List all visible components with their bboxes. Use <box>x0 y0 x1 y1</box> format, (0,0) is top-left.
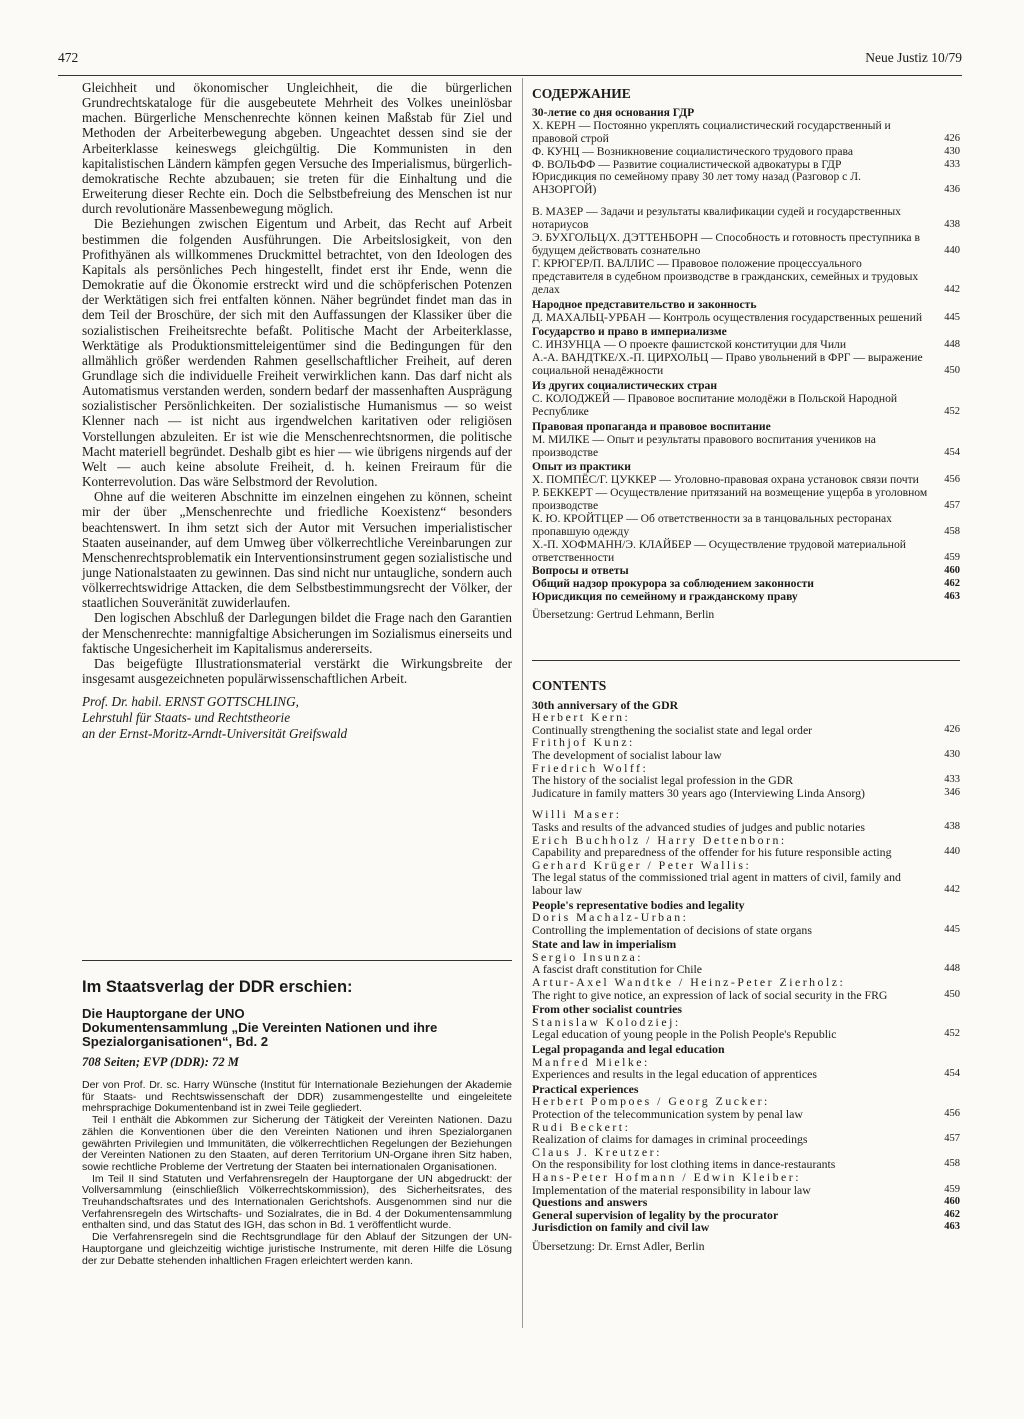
entry-page-number: 442 <box>944 283 960 295</box>
entry-page-number: 445 <box>944 923 960 935</box>
entry-author: Rudi Beckert: <box>532 1119 631 1134</box>
page-header <box>58 50 962 70</box>
contents-entry <box>532 1016 960 1041</box>
entry-title: Judicature in family matters 30 years ago (Interviewing Linda Ansorg) <box>532 785 865 800</box>
contents-entry <box>532 120 960 146</box>
entry-author: Herbert Pompoes / Georg Zucker: <box>532 1094 770 1109</box>
entry-page-number: 426 <box>944 723 960 735</box>
publication-title: Die Hauptorgane der UNO <box>82 1006 245 1021</box>
contents-entry <box>532 513 960 539</box>
entry-page-number: 454 <box>944 446 960 458</box>
publication-paragraph: Der von Prof. Dr. sc. Harry Wünsche (Institut für Internationale Beziehungen der Akademie für Staats- und Rechtswissenschaft der DDR) zusammengestellte und eingeleitete mehrsprachige Dokumentenband ist in zwei Teile gegliedert. <box>82 1079 512 1115</box>
section-rule <box>82 960 512 961</box>
entry-title: С. КОЛОДЖЕЙ — Правовое воспитание молодёжи в Польской Народной Республике <box>532 391 898 418</box>
entry-title: Р. БЕККЕРТ — Осуществление притязаний на возмещение ущерба в уголовном производстве <box>532 486 928 513</box>
publication-heading: Im Staatsverlag der DDR erschien: <box>82 978 353 996</box>
entry-author: Doris Machalz-Urban: <box>532 910 689 925</box>
entry-title: М. МИЛКЕ — Опыт и результаты правового воспитания учеников на производстве <box>532 432 876 459</box>
entry-author: Friedrich Wolff: <box>532 760 649 775</box>
entry-page-number: 438 <box>944 820 960 832</box>
entry-page-number: 462 <box>944 577 960 589</box>
entry-page-number: 450 <box>944 365 960 377</box>
publication-paragraph: Teil I enthält die Abkommen zur Sicherung der Tätigkeit der Vereinten Nationen. Dazu zählen die Konventionen über die den Vereinten Nationen und ihren Spezialorganen gewährten Privilegien und Immunitäten, die völkerrechtlichen Regelungen der Beziehungen der Vereinten Nationen zu den Staaten, auf deren Territorium UN-Organe ihren Sitz haben, sowie rechtliche Probleme der Vertretung der Staaten bei internationalen Organisationen. <box>82 1114 512 1173</box>
entry-page-number: 346 <box>944 786 960 798</box>
entry-title: Questions and answers <box>532 1195 648 1210</box>
entry-author: Gerhard Krüger / Peter Wallis: <box>532 857 752 872</box>
entry-title: Г. КРЮГЕР/П. ВАЛЛИС — Правовое положение процессуального представителя в судебном производстве в гражданских, семейных и трудовых делах <box>532 256 919 296</box>
contents-entry <box>532 206 960 232</box>
entry-title: Tasks and results of the advanced studies of judges and public notaries <box>532 819 866 834</box>
contents-entry <box>532 1171 960 1196</box>
contents-section-title: Опыт из практики <box>532 460 631 474</box>
entry-author: Artur-Axel Wandtke / Heinz-Peter Zierholz: <box>532 975 846 990</box>
contents-entry <box>532 787 960 800</box>
entry-title: The right to give notice, an expression of lack of social security in the FRG <box>532 987 888 1002</box>
contents-entry <box>532 911 960 936</box>
author-signature <box>82 694 512 742</box>
translator-credit: Übersetzung: Gertrud Lehmann, Berlin <box>532 608 715 622</box>
contents-section-title: Народное представительство и законность <box>532 297 757 311</box>
entry-page-number: 459 <box>944 1183 960 1195</box>
contents-entry <box>532 393 960 419</box>
entry-title: Д. МАХАЛЬЦ-УРБАН — Контроль осуществления государственных решений <box>532 310 923 324</box>
entry-title: Э. БУХГОЛЬЦ/Х. ДЭТТЕНБОРН — Способность и готовность преступника в будущем действовать сознательно <box>532 231 920 257</box>
contents-entry <box>532 171 960 197</box>
article-paragraph: Gleichheit und ökonomischer Ungleichheit, die die bürgerlichen Grundrechtskataloge für die ausgebeutete Mehrheit des Volkes uneinlösbar machen. Bürgerliche Menschenrechte können keinen Maßstab für Ziel und Methoden der Arbeiterbewegung abgeben. Ungeachtet dessen sind sie der Arbeiterklasse keineswegs gleichgültig. Die Kommunisten in den kapitalistischen Ländern kämpfen gegen Versuche des Imperialismus, bürgerlich-demokratische Rechte abzubauen; sie treten für die Einhaltung und die Erweiterung dieser Rechte ein. Doch die Selbstbefreiung des Menschen ist nur durch revolutionäre Massenbewegung möglich. <box>82 80 512 217</box>
entry-page-number: 448 <box>944 339 960 351</box>
entry-title: Implementation of the material responsibility in labour law <box>532 1182 811 1197</box>
article-paragraph: Ohne auf die weiteren Abschnitte im einzelnen eingehen zu können, scheint mir der über „Menschenrechte und friedliche Koexistenz“ besonders beachtenswert. In ihm setzt sich der Autor mit Versuchen imperialistischer Staaten auseinander, auf dem Umweg über völkerrechtliche Vereinbarungen zur Menschenrechtsproblematik ein Interventionsinstrument gegen sozialistische und junge Nationalstaaten zu gewinnen. Das sind nicht nur untaugliche, sondern auch völkerrechtswidrige Attacken, die dem Selbstbestimmungsrecht der Völker, der staatlichen Souveränität zuwiderlaufen. <box>82 489 512 611</box>
article-paragraph: Das beigefügte Illustrationsmaterial verstärkt die Wirkungsbreite der insgesamt ausgezeichneten populärwissenschaftlichen Arbeit. <box>82 655 512 687</box>
contents-entry <box>532 487 960 513</box>
entry-title: Capability and preparedness of the offender for his future responsible acting <box>532 845 892 860</box>
entry-page-number: 442 <box>944 883 960 895</box>
entry-page-number: 457 <box>944 1133 960 1145</box>
contents-rule <box>532 660 960 661</box>
entry-author: Stanislaw Kolodziej: <box>532 1014 681 1029</box>
entry-title: The development of socialist labour law <box>532 747 722 762</box>
contents-entry <box>532 352 960 378</box>
entry-page-number: 458 <box>944 1158 960 1170</box>
contents-section-title: Legal propaganda and legal education <box>532 1042 725 1057</box>
column-divider <box>522 78 523 1328</box>
contents-entry <box>532 1196 960 1209</box>
entry-page-number: 452 <box>944 405 960 417</box>
publication-info: 708 Seiten; EVP (DDR): 72 M <box>82 1055 239 1069</box>
contents-entry <box>532 578 960 591</box>
contents-section-title: Practical experiences <box>532 1081 639 1096</box>
contents-section-title: Правовая пропаганда и правовое воспитание <box>532 419 771 433</box>
article-paragraph: Den logischen Abschluß der Darlegungen bildet die Frage nach den Garantien der Menschenrechte: mannigfaltige Absicherungen im Sozialismus einerseits und faktische Ungesicherheit im Kapitalismus andererseits. <box>82 610 512 656</box>
entry-author: Claus J. Kreutzer: <box>532 1144 662 1159</box>
contents-section-title: People's representative bodies and legality <box>532 897 745 912</box>
contents-entry <box>532 859 960 897</box>
entry-title: Х. ПОМПЁС/Г. ЦУККЕР — Уголовно-правовая охрана установок связи почти <box>532 473 919 487</box>
entry-page-number: 454 <box>944 1068 960 1080</box>
entry-title: The legal status of the commissioned trial agent in matters of civil, family and labour law <box>532 870 901 897</box>
entry-title: Realization of claims for damages in criminal proceedings <box>532 1132 808 1147</box>
contents-heading: CONTENTS <box>532 678 607 693</box>
contents-entry <box>532 976 960 1001</box>
entry-title: К. Ю. КРОЙТЦЕР — Об ответственности за в танцовальных ресторанах пропавшую одежду <box>532 512 892 538</box>
entry-page-number: 452 <box>944 1028 960 1040</box>
entry-title: Юрисдикция по семейному праву 30 лет тому назад (Разговор с Л. АНЗОРГОЙ) <box>532 170 861 197</box>
entry-title: Protection of the telecommunication system by penal law <box>532 1107 803 1121</box>
contents-entry <box>532 591 960 604</box>
contents-entry <box>532 312 960 325</box>
contents-entry <box>532 434 960 460</box>
entry-title: Jurisdiction on family and civil law <box>532 1220 710 1235</box>
contents-entry <box>532 146 960 159</box>
contents-section-title: Государство и право в империализме <box>532 325 727 339</box>
contents-entry <box>532 762 960 787</box>
entry-page-number: 426 <box>944 132 960 144</box>
translator-credit: Übersetzung: Dr. Ernst Adler, Berlin <box>532 1238 705 1253</box>
entry-title: Controlling the implementation of decisions of state organs <box>532 922 812 937</box>
entry-page-number: 445 <box>944 311 960 323</box>
entry-page-number: 460 <box>944 1196 960 1208</box>
header-rule <box>58 75 962 76</box>
contents-section-title: Из других социалистических стран <box>532 379 718 393</box>
entry-author: Willi Maser: <box>532 807 622 822</box>
publication-paragraph: Im Teil II sind Statuten und Verfahrensregeln der Hauptorgane der UN abgedruckt: der Vollversammlung (einschließlich Völkerrechtskommission), des Sicherheitsrates, des Treuhandschaftsrates und des Internationalen Gerichtshofs. Ausgenommen sind nur die Verfahrensregeln des Wirtschafts- und Sozialrates, die in Bd. 4 der Dokumentensammlung enthalten sind, und das Statut des IGH, das schon in Bd. 1 veröffentlicht wurde. <box>82 1172 512 1232</box>
contents-section-title: 30-летие со дня основания ГДР <box>532 105 695 119</box>
article-paragraph: Die Beziehungen zwischen Eigentum und Arbeit, das Recht auf Arbeit bestimmen die folgenden Ausführungen. Die Arbeitslosigkeit, von den Profithyänen als willkommenes Druckmittel betrachtet, von den Ideologen des Kapitals als persönliches Pech hingestellt, findet erst ihr Ende, wenn die Demokratie auf die Ökonomie erstreckt wird und die schöpferischen Potenzen der Werktätigen sich frei entfalten können. Näher begründet findet man das in dem Teil der Broschüre, der sich mit den Auffassungen der Klassiker über die sozialistischen Freiheitsrechte befaßt. Politische Macht der Arbeiterklasse, Werktätige als Produktionsmitteleigentümer sind die Bedingungen für den allmählich größer werdenden Rahmen gesellschaftlicher Freiheit, auf deren Grundlage sich die individuelle Freiheit verwirklichen kann. Das darf nicht als Automatismus verstanden werden, sondern bedarf der massenhaften Ausprägung sozialistischer Persönlichkeiten. Der sozialistische Humanismus — so weist Klenner nach — ist nicht aus irgendwelchen karitativen oder religiösen Vorstellungen abzuleiten. Er ist wie die Menschenrechtsnormen, die politische Macht materiell begründet. Deshalb gibt es hier — wie übrigens nirgends auf der Welt — auch keine absolute Freiheit, d. h. keinen Freiraum für die Konterrevolution. Das wäre Selbstmord der Revolution. <box>82 216 512 490</box>
signature-line: Lehrstuhl für Staats- und Rechtstheorie <box>82 710 291 726</box>
entry-page-number: 438 <box>944 219 960 231</box>
contents-entry <box>532 951 960 976</box>
entry-title: A fascist draft constitution for Chile <box>532 962 703 977</box>
entry-author: Erich Buchholz / Harry Dettenborn: <box>532 832 787 847</box>
contents-entry <box>532 565 960 578</box>
contents-section-title: State and law in imperialism <box>532 937 677 952</box>
contents-entry <box>532 258 960 297</box>
contents-entry <box>532 539 960 565</box>
entry-title: On the responsibility for lost clothing items in dance-restaurants <box>532 1157 836 1172</box>
contents-entry <box>532 808 960 833</box>
contents-entry <box>532 834 960 859</box>
entry-page-number: 430 <box>944 748 960 760</box>
page-number: 472 <box>58 50 79 65</box>
contents-entry <box>532 1056 960 1081</box>
entry-author: Manfred Mielke: <box>532 1054 650 1069</box>
journal-title: Neue Justiz 10/79 <box>865 50 962 65</box>
publication-paragraph: Die Verfahrensregeln sind die Rechtsgrundlage für den Ablauf der Sitzungen der UN-Hauptorgane und gleichzeitig wichtige juristische Instrumente, mit deren Hilfe die Lösung der zur Debatte stehenden inhaltlichen Fragen erleichtert werden kann. <box>82 1231 512 1267</box>
entry-author: Hans-Peter Hofmann / Edwin Kleiber: <box>532 1169 801 1184</box>
entry-page-number: 460 <box>944 564 960 576</box>
entry-page-number: 456 <box>944 474 960 486</box>
entry-page-number: 462 <box>944 1208 960 1220</box>
entry-page-number: 458 <box>944 526 960 537</box>
entry-title: Общий надзор прокурора за соблюдением законности <box>532 576 814 590</box>
contents-entry <box>532 1221 960 1234</box>
entry-title: Юрисдикция по семейному и гражданскому праву <box>532 589 798 603</box>
entry-title: Х.-П. ХОФМАНН/Э. КЛАЙБЕР — Осуществление трудовой материальной ответственности <box>532 537 906 564</box>
publication-notice <box>82 978 512 1267</box>
contents-section-title: From other socialist countries <box>532 1002 682 1017</box>
entry-title: Legal education of young people in the Polish People's Republic <box>532 1027 837 1042</box>
contents-entry <box>532 711 960 736</box>
article-body <box>82 80 512 742</box>
signature-line: an der Ernst-Moritz-Arndt-Universität Greifswald <box>82 726 348 742</box>
entry-title: В. МАЗЕР — Задачи и результаты квалификации судей и государственных нотариусов <box>532 205 901 232</box>
contents-entry <box>532 1095 960 1120</box>
entry-page-number: 448 <box>944 963 960 975</box>
entry-page-number: 450 <box>944 988 960 1000</box>
entry-page-number: 456 <box>944 1108 960 1119</box>
entry-title: Ф. ВОЛЬФФ — Развитие социалистической адвокатуры в ГДР <box>532 157 842 171</box>
entry-title: Вопросы и ответы <box>532 563 629 577</box>
contents-entry <box>532 1121 960 1146</box>
contents-section-title: 30th anniversary of the GDR <box>532 697 679 712</box>
entry-page-number: 436 <box>944 184 960 196</box>
publication-subtitle: Dokumentensammlung „Die Vereinten Nationen und ihre Spezialorganisationen“, Bd. 2 <box>82 1020 438 1049</box>
contents-entry <box>532 736 960 761</box>
contents-entry <box>532 1146 960 1171</box>
entry-author: Sergio Insunza: <box>532 949 644 964</box>
entry-title: General supervision of legality by the procurator <box>532 1207 779 1222</box>
entry-title: Continually strengthening the socialist state and legal order <box>532 722 813 737</box>
entry-author: Herbert Kern: <box>532 710 631 725</box>
contents-entry <box>532 232 960 258</box>
contents-heading: СОДЕРЖАНИЕ <box>532 86 631 101</box>
entry-page-number: 440 <box>944 244 960 256</box>
entry-page-number: 433 <box>944 158 960 170</box>
entry-page-number: 440 <box>944 846 960 858</box>
entry-title: С. ИНЗУНЦА — О проекте фашистской конституции для Чили <box>532 338 847 352</box>
signature-line: Prof. Dr. habil. ERNST GOTTSCHLING, <box>82 694 299 710</box>
entry-title: Experiences and results in the legal education of apprentices <box>532 1067 817 1082</box>
entry-title: The history of the socialist legal profession in the GDR <box>532 773 794 788</box>
entry-page-number: 463 <box>944 1221 960 1233</box>
entry-title: Ф. КУНЦ — Возникновение социалистического трудового права <box>532 144 853 158</box>
entry-page-number: 463 <box>944 590 960 602</box>
entry-page-number: 430 <box>944 145 960 157</box>
entry-page-number: 459 <box>944 551 960 563</box>
entry-page-number: 457 <box>944 500 960 512</box>
entry-title: А.-А. ВАНДТКЕ/Х.-П. ЦИРХОЛЬЦ — Право увольнений в ФРГ — выражение социальной ненадёжности <box>532 351 923 378</box>
entry-title: Х. КЕРН — Постоянно укреплять социалистический государственный и правовой строй <box>532 118 891 145</box>
entry-author: Frithjof Kunz: <box>532 735 635 750</box>
russian-contents <box>532 88 960 622</box>
entry-page-number: 433 <box>944 774 960 786</box>
english-contents <box>532 680 960 1253</box>
